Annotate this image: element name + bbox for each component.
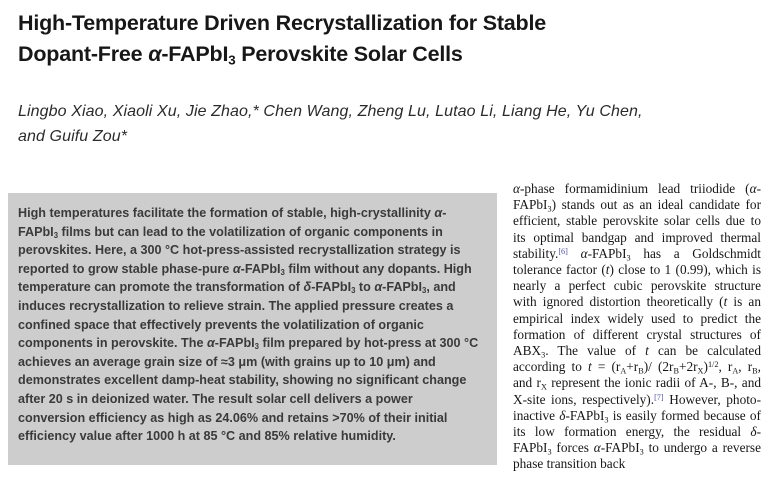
author-line-1: Lingbo Xiao, Xiaoli Xu, Jie Zhao,* Chen Wang, Zheng Lu, Lutao Li, Liang He, Yu Chen, bbox=[18, 103, 643, 120]
citation-link[interactable]: [6] bbox=[558, 246, 568, 256]
author-list bbox=[18, 99, 643, 149]
abstract-box bbox=[8, 193, 497, 465]
author-line-2: and Guifu Zou* bbox=[18, 128, 128, 145]
title-line-2: Dopant-Free α-FAPbI$_3$ Perovskite Solar Cells bbox=[18, 42, 463, 68]
paper-title bbox=[18, 8, 546, 70]
intro-paragraph: α-phase formamidinium lead triiodide (α-FAPbI$_3$) stands out as an ideal candidate for efficient, stable perovskite solar cells due to its optimal bandgap and improved thermal stability.[6] α-FAPbI$_3$ has a Goldschmidt tolerance factor (t) close to 1 (0.99), which is nearly a perfect cubic perovskite structure with ignored distortion theoretically (t is an empirical index widely used to predict the formation of different crystal structures of $ABX_3$. The value of t can be calculated according to $t = (r_A+r_B)/$ $(2r_B+2r_X)^{1/2}$, $r_A$, $r_B$, and $r_X$ represent the ionic radii of A-, B-, and X-site ions, respectively).[7] However, photo-inactive δ-FAPbI$_3$ is easily formed because of its low formation energy, the residual δ-FAPbI$_3$ forces α-FAPbI$_3$ to undergo a reverse phase transition back bbox=[513, 181, 761, 472]
citation-link[interactable]: [7] bbox=[654, 392, 664, 402]
intro-column bbox=[513, 181, 761, 486]
abstract-text: High temperatures facilitate the formation of stable, high-crystallinity α-FAPbI$_3$ films but can lead to the volatilization of organic components in perovskites. Here, a 300 °C hot-press-assisted recrystallization strategy is reported to grow stable phase-pure α-FAPbI$_3$ film without any dopants. High temperature can promote the transformation of δ-FAPbI$_3$ to α-FAPbI$_3$, and induces recrystallization to relieve strain. The applied pressure creates a confined space that effectively prevents the volatilization of organic components in perovskite. The α-FAPbI$_3$ film prepared by hot-press at 300 °C achieves an average grain size of ≈3 μm (with grains up to 10 μm) and demonstrates excellent damp-heat stability, showing no significant change after 20 s in deionized water. The result solar cell delivers a power conversion efficiency as high as 24.06% and retains >70% of their initial efficiency value after 1000 h at 85 °C and 85% relative humidity. bbox=[18, 206, 479, 444]
title-line-1: High-Temperature Driven Recrystallization for Stable bbox=[18, 11, 547, 35]
